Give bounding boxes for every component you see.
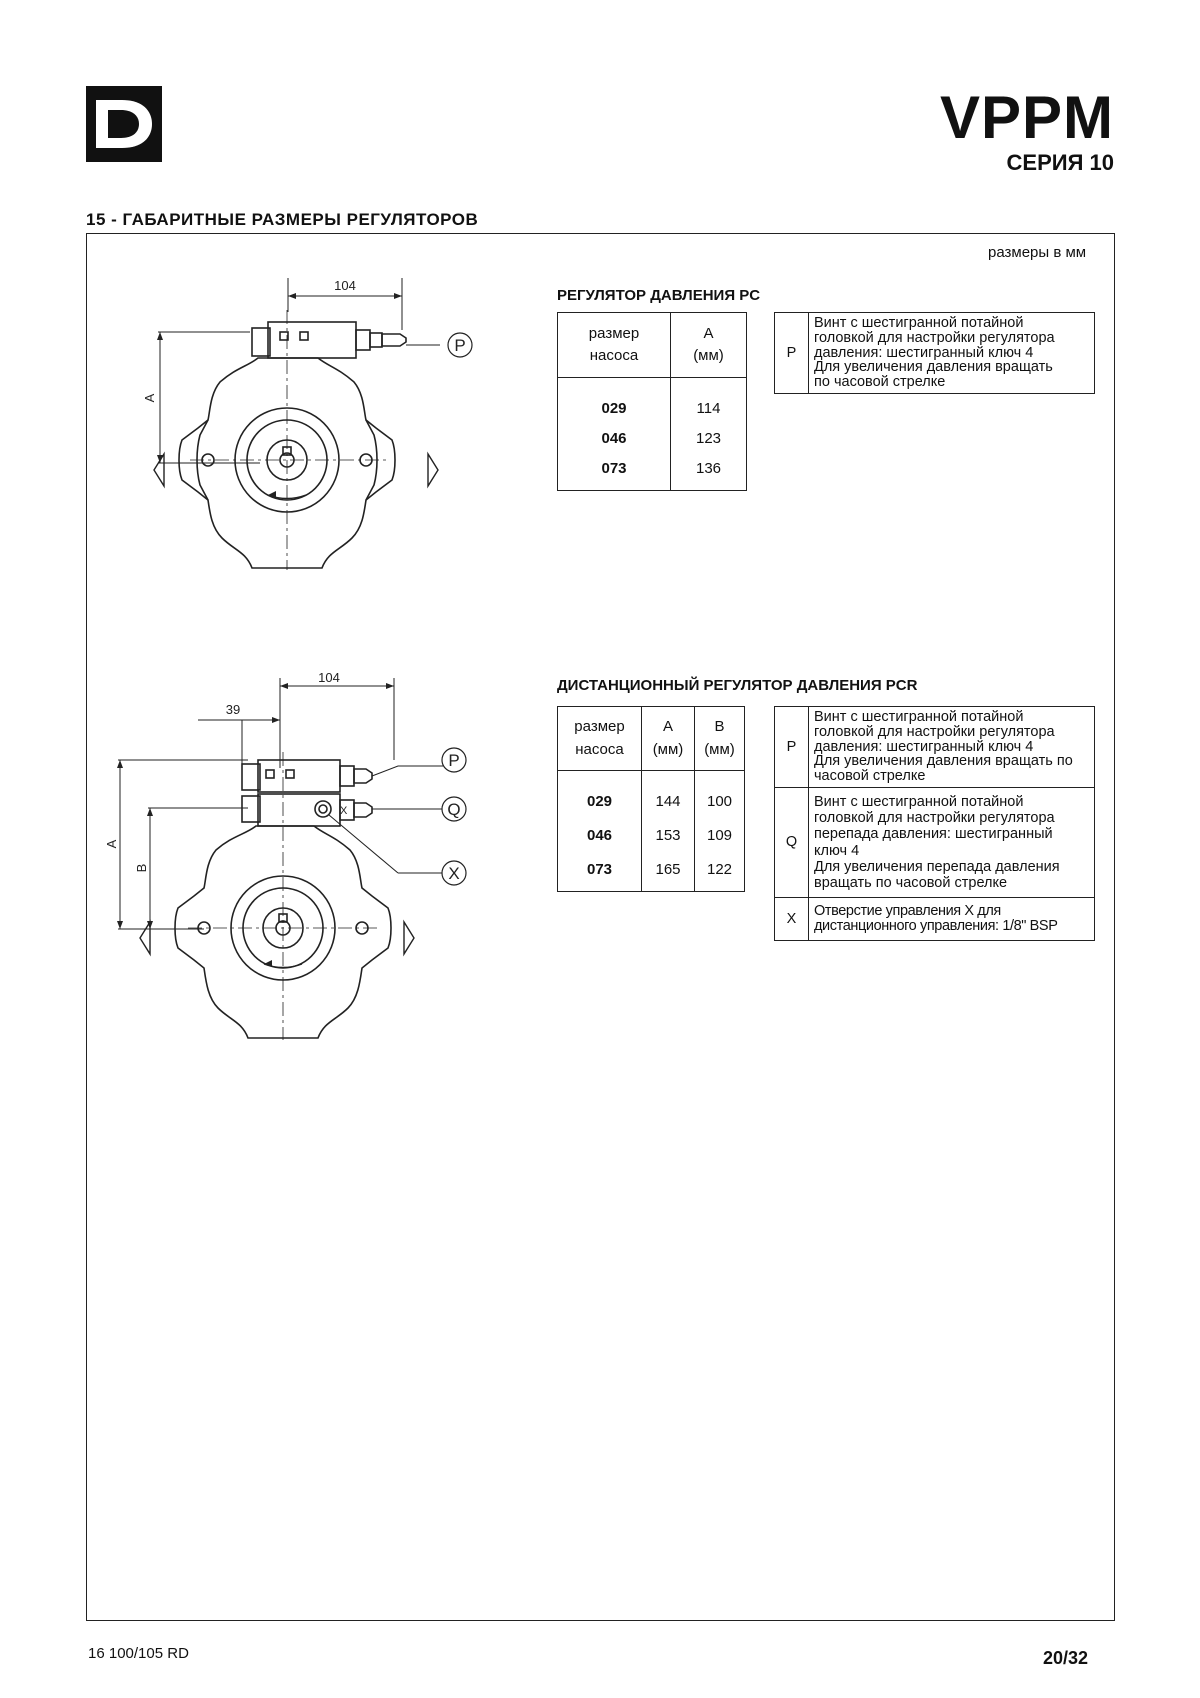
pc-dimensions-table [557,312,747,491]
units-note: размеры в мм [988,244,1087,261]
series-label: СЕРИЯ 10 [1006,150,1114,175]
port-x-label: X [448,864,460,883]
company-logo [86,86,162,162]
dim-a: A [104,839,119,849]
table-row: 029 144 100 [558,771,745,817]
port-x-small-label: X [340,805,348,817]
pcr-title: ДИСТАНЦИОННЫЙ РЕГУЛЯТОР ДАВЛЕНИЯ PCR [557,677,918,694]
pc-legend-table [774,312,1095,394]
page-number: 20/32 [1043,1648,1089,1668]
pcr-pump-drawing [104,668,470,1044]
table-row: 046 123 [558,423,747,453]
pcr-dimensions-table [557,706,745,892]
dim-b: B [134,863,149,873]
legend-row-x: X Отверстие управления X для дистанционного управления: 1/8" BSP [775,898,1095,941]
legend-row-p: P Винт с шестигранной потайной головкой для настройки регулятора давления: шестигранный ключ 4 Для увеличения давления вращать по часовой стрелке [775,313,1095,394]
header-b: B (мм) [695,707,745,771]
port-p-label: P [454,336,466,355]
table-row: 073 165 122 [558,854,745,892]
model-name: VPPM [939,84,1114,151]
section-title: 15 - ГАБАРИТНЫЕ РАЗМЕРЫ РЕГУЛЯТОРОВ [86,210,479,229]
dim-a: A [142,393,157,403]
dim-39: 39 [225,702,241,717]
header-a: A (мм) [642,707,695,771]
table-row: 046 153 109 [558,816,745,854]
document-number: 16 100/105 RD [88,1645,189,1662]
dim-104: 104 [318,670,340,685]
pc-title: РЕГУЛЯТОР ДАВЛЕНИЯ PC [557,287,761,304]
table-row: 073 136 [558,453,747,491]
dim-104: 104 [334,278,356,293]
pcr-legend-table [774,706,1095,941]
header-size: размер насоса [558,313,671,378]
header-a: A (мм) [671,313,747,378]
pc-pump-drawing [140,270,470,580]
legend-row-q: Q Винт с шестигранной потайной головкой для настройки регулятора перепада давления: шестигранный ключ 4 Для увеличения перепада давления вращать по часовой стрелке [775,787,1095,897]
port-q-label: Q [447,800,461,819]
port-p-label: P [448,751,460,770]
header-size: размер насоса [558,707,642,771]
legend-row-p: P Винт с шестигранной потайной головкой для настройки регулятора давления: шестигранный ключ 4 Для увеличения давления вращать по часовой стрелке [775,707,1095,788]
table-row: 029 114 [558,378,747,424]
